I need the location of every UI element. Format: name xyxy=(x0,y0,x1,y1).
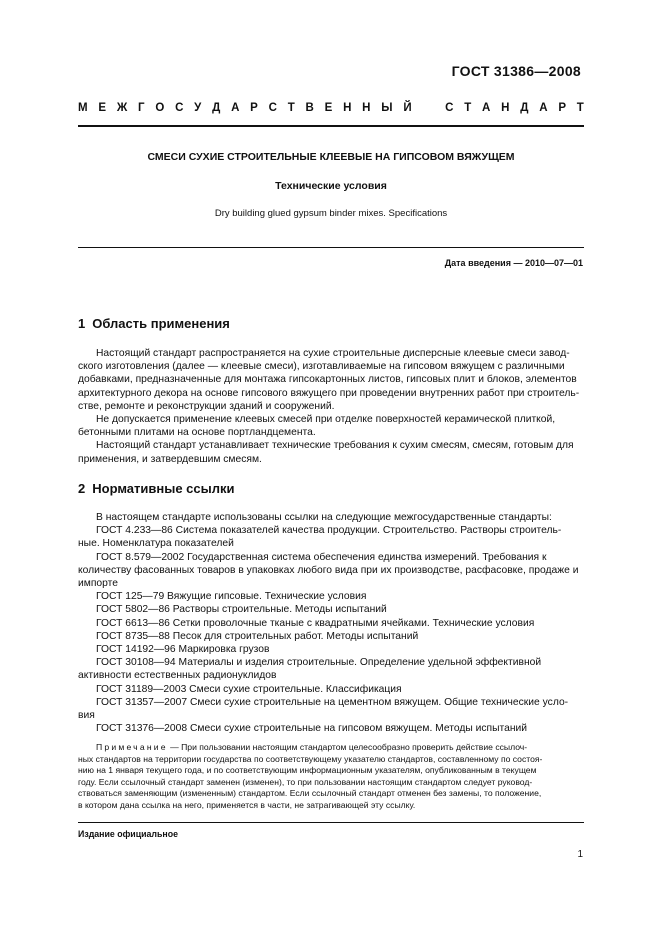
s1-line: Настоящий стандарт распространяется на сухие строительные дисперсные клеевые смеси завод- xyxy=(96,348,570,359)
s2-line: импорте xyxy=(78,578,118,590)
heading-letter: В xyxy=(305,102,314,114)
heading-letter: Т xyxy=(464,102,472,114)
heading-letter: Р xyxy=(250,102,258,114)
section-2-title: Нормативные ссылки xyxy=(92,481,235,496)
heading-letter: С xyxy=(268,102,277,114)
heading-letter: М xyxy=(78,102,88,114)
header-rule xyxy=(78,125,584,127)
section-1-title: Область применения xyxy=(92,316,230,331)
heading-letter: А xyxy=(482,102,491,114)
note-line: году. Если ссылочный стандарт заменен (изменен), то при пользовании настоящим стандартом следует руковод- xyxy=(78,776,533,787)
s2-line: В настоящем стандарте использованы ссылки на следующие межгосударственные стандарты: xyxy=(96,512,552,523)
heading-letter: О xyxy=(155,102,165,114)
s2-line: вия xyxy=(78,710,95,722)
note-block xyxy=(78,742,584,812)
section-1-body xyxy=(78,347,584,466)
heading-letter: Е xyxy=(324,102,333,114)
s2-line: количеству фасованных товаров в упаковках любого вида при их производстве, расфасовке, продаже и xyxy=(78,564,579,576)
heading-letter: Г xyxy=(138,102,145,114)
s1-line: Не допускается применение клеевых смесей при отделке поверхностей керамической плиткой, xyxy=(96,414,556,426)
s1-line: архитектурного декора на основе гипсового вяжущего при проведении внутренних работ при строитель- xyxy=(78,387,580,399)
heading-letter: Т xyxy=(287,102,295,114)
s1-line: ского изготовления (далее — клеевые смеси), изготавливаемые на гипсовом вяжущем с различными xyxy=(78,361,565,373)
heading-letter: Д xyxy=(520,102,529,114)
s2-line: ГОСТ 31357—2007 Смеси сухие строительные на цементном вяжущем. Общие технические усло- xyxy=(96,696,569,708)
page-number: 1 xyxy=(577,849,583,860)
note-line: ствоваться заменяющим (измененным) стандартом. Если ссылочный стандарт отменен без замены, то положение, xyxy=(78,788,542,799)
s2-line: ГОСТ 6613—86 Сетки проволочные тканые с квадратными ячейками. Технические условия xyxy=(96,617,535,629)
heading-letter: У xyxy=(194,102,202,114)
english-title: Dry building glued gypsum binder mixes. Specifications xyxy=(214,208,448,219)
introduction-date: Дата введения — 2010—07—01 xyxy=(444,258,583,268)
heading-letter: Ы xyxy=(381,102,393,114)
s2-line: ГОСТ 5802—86 Растворы строительные. Методы испытаний xyxy=(96,604,387,616)
note-label: Примечание xyxy=(96,742,168,752)
heading-letter: Т xyxy=(576,102,584,114)
interstate-standard-heading xyxy=(78,102,584,114)
heading-letter: Й xyxy=(403,102,412,114)
title-rule xyxy=(78,247,584,248)
s2-line: ГОСТ 8735—88 Песок для строительных работ. Методы испытаний xyxy=(96,630,419,642)
heading-letter: С xyxy=(175,102,184,114)
s1-line: стве, ремонте и реконструкции зданий и сооружений. xyxy=(78,400,335,412)
section-1-number: 1 xyxy=(78,316,86,331)
section-2-body xyxy=(78,511,584,735)
section-2-heading xyxy=(78,481,234,496)
s2-line: ГОСТ 30108—94 Материалы и изделия строительные. Определение удельной эффективной xyxy=(96,657,542,669)
heading-letter: А xyxy=(539,102,548,114)
s2-line: ГОСТ 14192—96 Маркировка грузов xyxy=(96,644,270,656)
s1-line: применения, и затвердевшим смесям. xyxy=(78,453,262,465)
s1-line: добавками, предназначенные для монтажа гипсокартонных листов, гипсовых плит и блоков, элементов xyxy=(78,374,577,386)
note-line: в котором дана ссылка на него, применяется в части, не затрагивающей эту ссылку. xyxy=(78,799,416,810)
note-line: ных стандартов на территории государства по соответствующему указателю стандартов, составленному по состоя- xyxy=(78,753,543,764)
footer-rule xyxy=(78,822,584,823)
heading-gap xyxy=(422,102,434,114)
heading-letter: Е xyxy=(98,102,107,114)
document-subtitle: Технические условия xyxy=(275,180,387,192)
s2-line: ные. Номенклатура показателей xyxy=(78,538,234,550)
s2-line: ГОСТ 31376—2008 Смеси сухие строительные на гипсовом вяжущем. Методы испытаний xyxy=(96,723,528,735)
note-first-line xyxy=(78,742,584,754)
s2-line: ГОСТ 4.233—86 Система показателей качества продукции. Строительство. Растворы строитель- xyxy=(96,525,562,537)
heading-letter: Н xyxy=(362,102,371,114)
heading-letter: Ж xyxy=(116,102,128,114)
s2-line: активности естественных радионуклидов xyxy=(78,670,277,682)
s2-line: ГОСТ 31189—2003 Смеси сухие строительные. Классификация xyxy=(96,683,402,695)
s1-line: Настоящий стандарт устанавливает технические требования к сухим смесям, смесям, готовым для xyxy=(96,440,574,452)
note-line: — При пользовании настоящим стандартом целесообразно проверить действие ссылоч- xyxy=(170,742,528,752)
s2-line: ГОСТ 8.579—2002 Государственная система обеспечения единства измерений. Требования к xyxy=(96,551,547,563)
heading-letter: Н xyxy=(501,102,510,114)
heading-letter: Д xyxy=(212,102,221,114)
section-2-number: 2 xyxy=(78,481,86,496)
heading-letter: Н xyxy=(343,102,352,114)
heading-letter: С xyxy=(445,102,454,114)
heading-letter: А xyxy=(231,102,240,114)
s1-line: бетонными плитами на основе портландцемента. xyxy=(78,427,316,439)
gost-number: ГОСТ 31386—2008 xyxy=(451,63,581,79)
official-edition: Издание официальное xyxy=(78,829,178,839)
s2-line: ГОСТ 125—79 Вяжущие гипсовые. Технические условия xyxy=(96,591,367,603)
heading-letter: Р xyxy=(558,102,566,114)
section-1-heading xyxy=(78,316,230,331)
document-title: СМЕСИ СУХИЕ СТРОИТЕЛЬНЫЕ КЛЕЕВЫЕ НА ГИПСОВОМ ВЯЖУЩЕМ xyxy=(147,151,515,163)
note-line: нию на 1 января текущего года, и по соответствующим информационным указателям, опубликованным в текущем xyxy=(78,765,537,776)
